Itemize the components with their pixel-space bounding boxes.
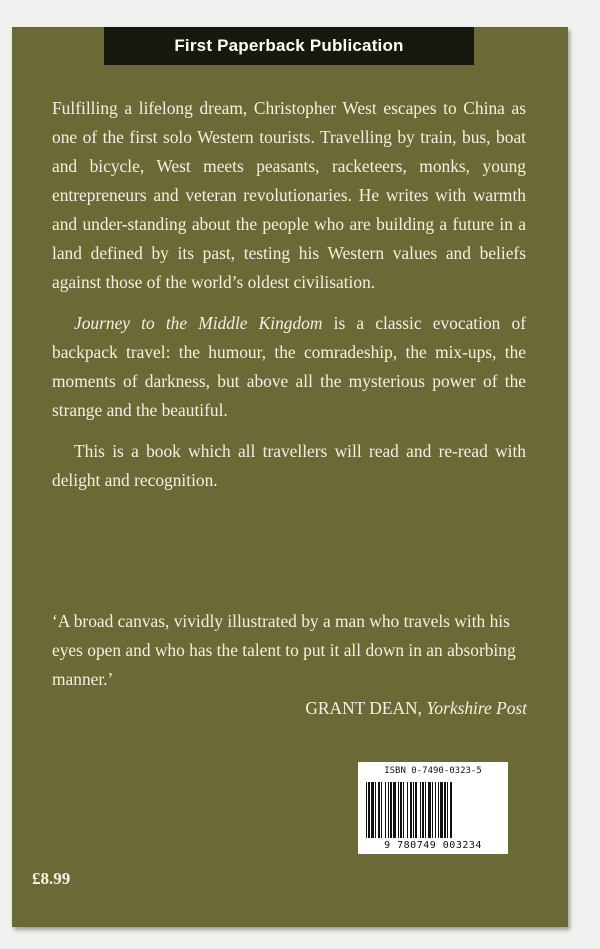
- review-quote: [52, 607, 532, 723]
- blurb-paragraph-2: [52, 309, 526, 425]
- blurb-paragraph-1: Fulfilling a lifelong dream, Christopher West escapes to China as one of the first solo Western tourists. Travelling by train, bus, boat and bicycle, West meets peasants, racketeers, monks, young entrepreneurs and veteran revolutionaries. He writes with warmth and under-standing about the people who are building a future in a land defined by its past, testing his Western values and beliefs against those of the world’s oldest civilisation.: [52, 98, 526, 292]
- book-title: Journey to the Middle Kingdom: [74, 313, 323, 333]
- blurb-text: [52, 94, 526, 495]
- price-label: £8.99: [32, 869, 71, 888]
- publication-banner: First Paperback Publication: [104, 27, 474, 65]
- back-cover: [12, 27, 568, 927]
- barcode-icon: [366, 782, 500, 838]
- ean-number: 9 780749 003234: [384, 840, 482, 851]
- isbn-number: ISBN 0-7490-0323-5: [384, 766, 482, 776]
- blurb-paragraph-2-rest: is a classic evocation of backpack travel: the humour, the comradeship, the mix-ups, the moments of darkness, but above all the mysterious power of the strange and the beautiful.: [52, 313, 526, 420]
- quote-attribution: [52, 694, 532, 723]
- quote-text: ‘A broad canvas, vividly illustrated by a man who travels with his eyes open and who has the talent to put it all down in an absorbing manner.’: [52, 611, 516, 689]
- blurb-paragraph-3: This is a book which all travellers will read and re-read with delight and recognition.: [52, 441, 526, 490]
- barcode-label: [358, 762, 508, 854]
- quote-source: Yorkshire Post: [426, 698, 527, 718]
- quote-author: GRANT DEAN,: [305, 698, 422, 718]
